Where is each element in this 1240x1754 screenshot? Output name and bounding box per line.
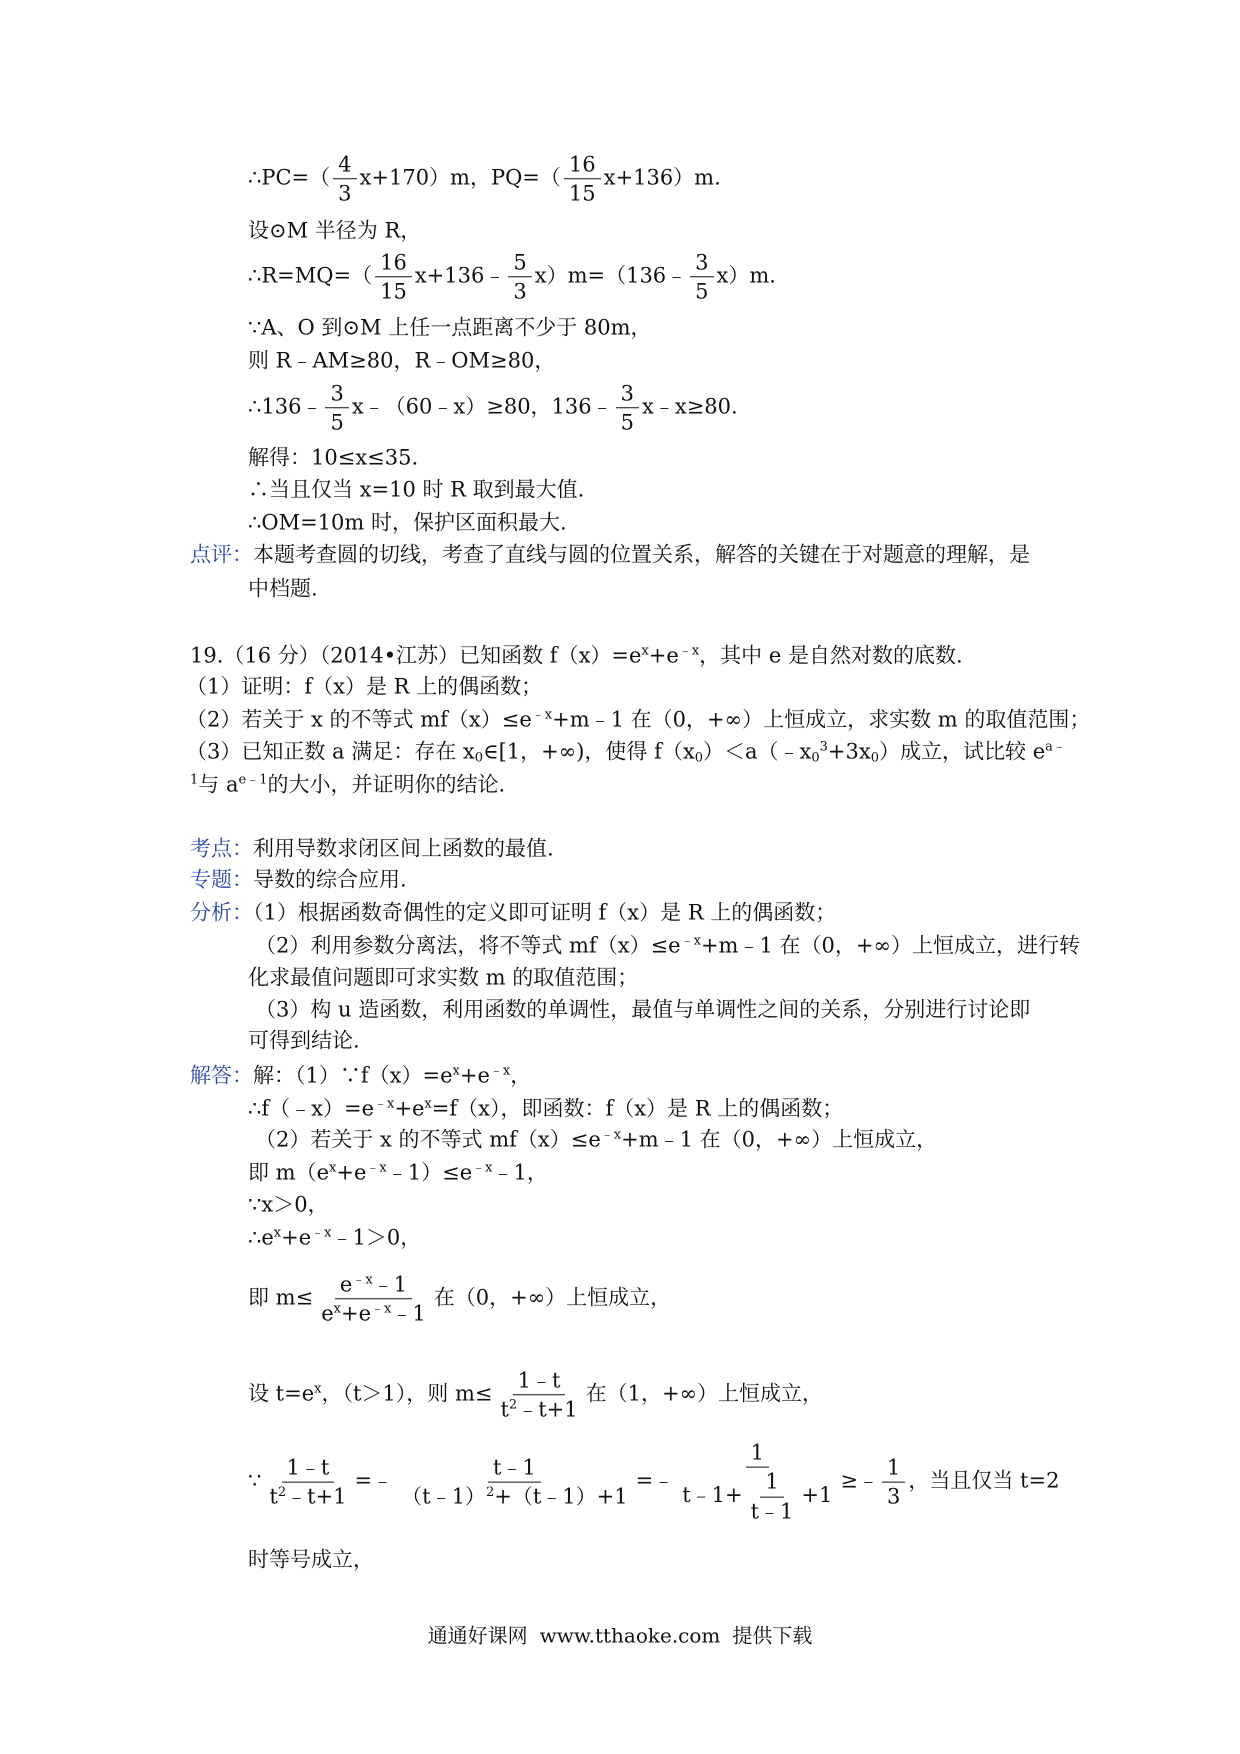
text-run: 1	[750, 1440, 764, 1465]
text-run: 在（0，+∞）上恒成立，	[433, 1285, 672, 1310]
text-run: ∴f（﹣x）=e	[248, 1096, 374, 1121]
fraction	[375, 249, 412, 305]
text-run: 化求最值问题即可求实数 m 的取值范围；	[248, 965, 639, 990]
text-line	[248, 314, 652, 341]
text-run: ∵x＞0，	[248, 1192, 329, 1217]
fraction-denominator	[616, 409, 639, 436]
superscript: x	[273, 1225, 282, 1241]
text-run: +m﹣1 在（0，+∞）上恒成立，	[621, 1127, 938, 1152]
superscript: 3	[819, 739, 828, 755]
fraction-denominator	[495, 1396, 582, 1423]
superscript: 2	[508, 1397, 518, 1413]
text-run: t﹣1+	[682, 1483, 743, 1508]
footer-site-name: 通通好课网	[427, 1623, 528, 1648]
text-run: （t﹣1）	[401, 1484, 486, 1509]
text-run: （3）已知正数 a 满足：存在 x	[186, 739, 475, 764]
fraction	[882, 1454, 905, 1510]
fraction-denominator	[375, 278, 412, 305]
superscript: x	[329, 1160, 337, 1176]
problem-part-3	[186, 738, 1066, 765]
superscript: 2	[485, 1484, 495, 1500]
fraction-numerator	[690, 249, 713, 277]
text-line	[248, 1095, 843, 1122]
text-run: 1	[765, 1469, 779, 1494]
fraction-numerator	[282, 1454, 335, 1482]
text-run: 本题考查圆的切线，考查了直线与圆的位置关系，解答的关键在于对题意的理解，是	[253, 542, 1030, 567]
text-run: x﹣x≥80.	[642, 394, 738, 419]
fraction-denominator	[333, 180, 356, 207]
text-run: （1）证明：f（x）是 R 上的偶函数；	[186, 674, 543, 699]
text-run: 3	[695, 250, 709, 275]
text-run: +e	[459, 1063, 490, 1088]
fraction	[616, 380, 639, 436]
text-line	[248, 476, 584, 503]
superscript: ﹣x	[678, 643, 700, 659]
text-run: x）m=（136﹣	[534, 263, 688, 288]
text-run: ﹣1	[391, 1301, 426, 1326]
fraction-denominator	[690, 278, 713, 305]
text-run: 3	[886, 1484, 901, 1509]
text-run: 3	[330, 381, 344, 406]
text-line	[248, 1159, 548, 1186]
fraction	[677, 1440, 837, 1525]
text-run: 3	[513, 279, 527, 304]
text-run: +e	[281, 1225, 312, 1250]
text-run: 可得到结论.	[248, 1028, 360, 1053]
problem-statement	[190, 642, 963, 669]
text-run: 5	[620, 410, 635, 435]
text-run: e	[339, 1272, 353, 1297]
text-run: 与 a	[198, 772, 239, 797]
superscript: x	[333, 1301, 341, 1317]
superscript: x	[424, 1096, 432, 1112]
text-line	[248, 347, 555, 374]
text-run: e	[321, 1301, 334, 1326]
fraction-numerator	[616, 380, 639, 408]
text-run: 15	[380, 279, 407, 304]
fraction	[495, 1367, 582, 1423]
text-run: ∈[1，+∞)，使得 f（x	[483, 739, 695, 764]
text-run: 设⊙M 半径为 R，	[248, 218, 422, 243]
text-run: 3	[620, 381, 635, 406]
text-line	[255, 932, 1080, 959]
fraction	[325, 380, 348, 436]
superscript: x	[641, 643, 649, 659]
text-run: ∴R=MQ=（	[248, 263, 373, 288]
text-run: 5	[330, 410, 344, 435]
text-run: ，	[510, 1063, 532, 1088]
text-line	[248, 1546, 374, 1573]
section-label: 考点：	[190, 836, 253, 861]
text-run: （1）根据函数奇偶性的定义即可证明 f（x）是 R 上的偶函数；	[253, 900, 837, 925]
text-run: 即 m（e	[248, 1160, 330, 1185]
text-run: （2）若关于 x 的不等式 mf（x）≤e	[255, 1127, 601, 1152]
text-run: 在（1，+∞）上恒成立，	[585, 1381, 824, 1406]
superscript: e﹣1	[238, 772, 268, 788]
text-run: ，其中 e 是自然对数的底数.	[699, 643, 963, 668]
text-run: ﹣1	[372, 1272, 408, 1297]
text-run: x+136）m.	[603, 165, 721, 190]
text-line	[190, 541, 1030, 568]
text-run: 15	[568, 181, 596, 206]
text-run: ∴e	[248, 1225, 274, 1250]
text-run: ）＜a（﹣x	[702, 739, 812, 764]
text-run: 5	[513, 250, 527, 275]
text-run: t	[269, 1484, 278, 1509]
key-point	[190, 835, 554, 862]
text-run: +1	[801, 1483, 833, 1508]
text-run: ∵	[248, 1468, 262, 1493]
text-run: ﹣t+1	[286, 1484, 347, 1509]
problem-part-1	[186, 673, 542, 700]
text-run: =f（x），即函数：f（x）是 R 上的偶函数；	[431, 1096, 844, 1121]
text-line	[255, 1126, 937, 1153]
superscript: x	[452, 1063, 460, 1079]
formula-line	[248, 1271, 671, 1327]
text-line	[248, 380, 738, 436]
superscript: ﹣x	[366, 1160, 387, 1176]
superscript: ﹣x	[531, 707, 553, 723]
text-run: +e	[394, 1096, 425, 1121]
text-run: ≥﹣	[840, 1468, 879, 1493]
text-run: x+170）m，PQ=（	[359, 165, 561, 190]
text-run: 5	[695, 279, 709, 304]
text-line	[248, 217, 421, 244]
text-run: 1﹣t	[286, 1455, 330, 1480]
analysis	[190, 899, 836, 926]
text-run: 4	[338, 152, 352, 177]
text-run: x+136﹣	[414, 263, 506, 288]
text-run: （2）利用参数分离法，将不等式 mf（x）≤e	[255, 933, 681, 958]
text-line	[248, 249, 776, 305]
text-run: 解得：10≤x≤35.	[248, 445, 419, 470]
subscript: 0	[870, 750, 880, 766]
text-run: 16	[380, 250, 407, 275]
superscript: ﹣x	[472, 1160, 493, 1176]
text-run: +（t﹣1）+1	[494, 1484, 628, 1509]
text-run: 即 m≤	[248, 1285, 314, 1310]
text-run: ，当且仅当 t=2	[908, 1468, 1060, 1493]
fraction-denominator	[264, 1483, 351, 1510]
section-label: 专题：	[190, 867, 253, 892]
text-run: 中档题.	[248, 576, 318, 601]
text-run: x﹣（60﹣x）≥80，136﹣	[351, 394, 613, 419]
fraction-denominator	[325, 409, 348, 436]
text-line	[248, 1027, 360, 1054]
fraction-numerator	[333, 151, 356, 179]
text-run: 则 R﹣AM≥80，R﹣OM≥80，	[248, 348, 556, 373]
text-run: 时等号成立，	[248, 1547, 374, 1572]
text-run: =﹣	[635, 1468, 675, 1493]
text-run: （3）构 u 造函数，利用函数的单调性，最值与单调性之间的关系，分别进行讨论即	[255, 997, 1031, 1022]
text-run: ∵A、O 到⊙M 上任一点距离不少于 80m，	[248, 315, 652, 340]
superscript: ﹣x	[489, 1063, 511, 1079]
fraction-numerator	[325, 380, 348, 408]
text-run: 的大小，并证明你的结论.	[267, 772, 506, 797]
fraction-numerator	[488, 1454, 541, 1482]
text-run: ∴PC=（	[248, 165, 331, 190]
text-run: ﹣1）≤e	[386, 1160, 473, 1185]
text-run: +e	[336, 1160, 367, 1185]
fraction	[316, 1271, 431, 1327]
text-run: 设 t=e	[248, 1381, 315, 1406]
fraction-numerator	[760, 1469, 783, 1497]
text-run: +m﹣1 在（0，+∞）上恒成立，求实数 m 的取值范围；	[552, 707, 1091, 732]
fraction-denominator	[508, 278, 531, 305]
text-run: +e	[340, 1301, 371, 1326]
fraction	[333, 151, 356, 207]
text-run: +m﹣1 在（0，+∞）上恒成立，进行转	[700, 933, 1080, 958]
fraction-denominator	[746, 1497, 799, 1524]
fraction-numerator	[746, 1440, 769, 1468]
text-line	[248, 509, 567, 536]
text-line	[248, 1191, 329, 1218]
superscript: ﹣x	[374, 1096, 395, 1112]
text-run: ∴136﹣	[248, 394, 323, 419]
subscript: 0	[694, 750, 703, 766]
text-run: 导数的综合应用.	[253, 867, 407, 892]
subscript: 0	[474, 750, 484, 766]
section-label: 点评：	[190, 542, 253, 567]
fraction	[396, 1454, 632, 1510]
formula-line	[248, 1367, 823, 1423]
fraction-numerator	[564, 151, 601, 179]
fraction	[564, 151, 601, 207]
superscript: ﹣x	[371, 1301, 392, 1317]
topic	[190, 866, 407, 893]
fraction-numerator	[375, 249, 412, 277]
fraction-numerator	[882, 1454, 905, 1482]
text-line	[248, 1224, 421, 1251]
text-run: ∴OM=10m 时，保护区面积最大.	[248, 510, 567, 535]
text-line	[248, 444, 418, 471]
footer-url: www.tthaoke.com	[539, 1623, 721, 1648]
superscript: ﹣x	[311, 1225, 332, 1241]
superscript: 2	[277, 1484, 287, 1500]
text-run: （2）若关于 x 的不等式 mf（x）≤e	[186, 707, 532, 732]
text-run: ﹣1，	[492, 1160, 548, 1185]
problem-part-2	[186, 706, 1090, 733]
fraction-denominator	[677, 1468, 837, 1525]
fraction	[746, 1469, 799, 1525]
superscript: x	[314, 1381, 322, 1397]
text-run: 1	[886, 1455, 901, 1480]
fraction-numerator	[335, 1271, 412, 1299]
text-line	[248, 151, 721, 207]
superscript: ﹣x	[352, 1272, 373, 1288]
fraction	[690, 249, 713, 305]
text-run: 16	[568, 152, 596, 177]
text-run: 1﹣t	[517, 1368, 561, 1393]
text-run: x）m.	[716, 263, 776, 288]
text-run: +3x	[827, 739, 871, 764]
text-run: ）成立，试比较 e	[879, 739, 1046, 764]
superscript: ﹣x	[680, 933, 701, 949]
footer-suffix: 提供下载	[732, 1623, 813, 1648]
page-footer	[0, 1620, 1240, 1649]
text-run: ﹣t+1	[517, 1397, 578, 1422]
text-line	[255, 996, 1030, 1023]
text-line	[248, 575, 318, 602]
subscript: 0	[811, 750, 820, 766]
fraction-denominator	[316, 1300, 431, 1327]
fraction	[264, 1454, 351, 1510]
text-run: +e	[648, 643, 679, 668]
text-run: ∴当且仅当 x=10 时 R 取到最大值.	[248, 477, 585, 502]
fraction-numerator	[513, 1367, 566, 1395]
text-line	[248, 964, 638, 991]
fraction-denominator	[564, 180, 601, 207]
text-run: 3	[338, 181, 352, 206]
text-run: 19.（16 分）（2014•江苏）已知函数 f（x）=e	[190, 643, 642, 668]
superscript: a﹣	[1045, 739, 1066, 755]
fraction-denominator	[882, 1483, 905, 1510]
section-label: 解答：	[190, 1063, 253, 1088]
text-run: ﹣1＞0，	[331, 1225, 422, 1250]
text-run: 解：（1）∵f（x）=e	[253, 1063, 453, 1088]
text-run: t﹣1	[492, 1455, 536, 1480]
text-run: t﹣1	[750, 1499, 794, 1524]
section-label: 分析：	[190, 900, 253, 925]
text-line	[190, 771, 505, 798]
fraction-denominator	[396, 1483, 632, 1510]
text-run: =﹣	[354, 1468, 394, 1493]
text-run: 利用导数求闭区间上函数的最值.	[253, 836, 554, 861]
fraction	[508, 249, 531, 305]
text-run: ，（t＞1），则 m≤	[321, 1381, 493, 1406]
text-run: t	[500, 1397, 509, 1422]
superscript: 1	[190, 772, 199, 788]
solution-start	[190, 1062, 531, 1089]
formula-line	[248, 1440, 1059, 1525]
fraction-numerator	[508, 249, 531, 277]
superscript: ﹣x	[600, 1127, 622, 1143]
